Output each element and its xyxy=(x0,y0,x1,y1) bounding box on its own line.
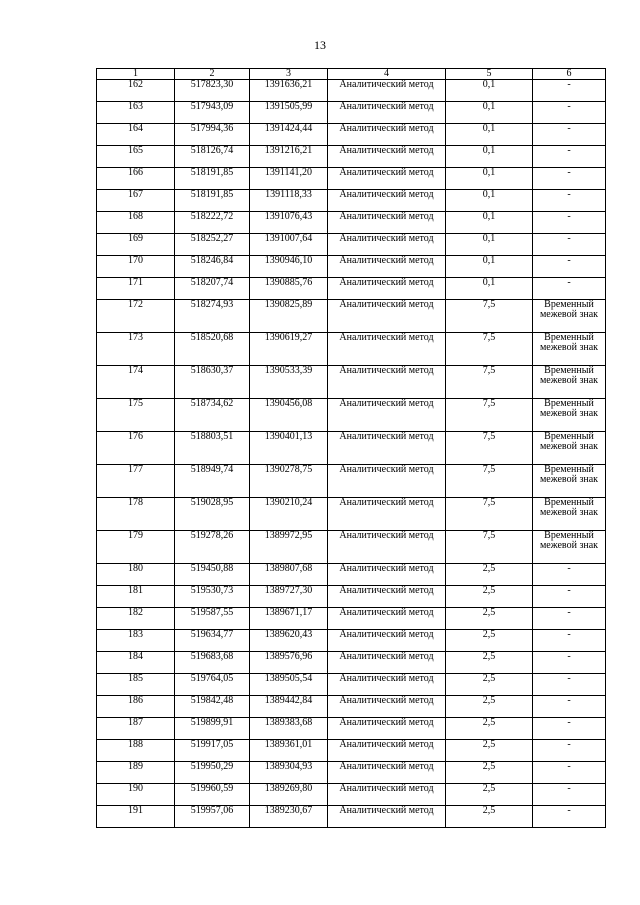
table-row xyxy=(97,80,606,102)
x-coordinate-cell: 519450,88 xyxy=(175,564,250,586)
point-number-cell: 163 xyxy=(97,102,175,124)
point-number-cell: 164 xyxy=(97,124,175,146)
accuracy-cell: 0,1 xyxy=(446,168,533,190)
table-body xyxy=(97,80,606,828)
column-header: 2 xyxy=(175,69,250,80)
point-number-cell: 185 xyxy=(97,674,175,696)
marker-cell: - xyxy=(533,256,606,278)
x-coordinate-cell: 519957,06 xyxy=(175,806,250,828)
method-cell: Аналитический метод xyxy=(328,531,446,564)
method-cell: Аналитический метод xyxy=(328,80,446,102)
column-header: 4 xyxy=(328,69,446,80)
method-cell: Аналитический метод xyxy=(328,696,446,718)
accuracy-cell: 0,1 xyxy=(446,278,533,300)
point-number-cell: 173 xyxy=(97,333,175,366)
method-cell: Аналитический метод xyxy=(328,256,446,278)
method-cell: Аналитический метод xyxy=(328,674,446,696)
marker-cell: - xyxy=(533,762,606,784)
point-number-cell: 178 xyxy=(97,498,175,531)
accuracy-cell: 7,5 xyxy=(446,366,533,399)
x-coordinate-cell: 519278,26 xyxy=(175,531,250,564)
marker-cell: Временный межевой знак xyxy=(533,366,606,399)
x-coordinate-cell: 518191,85 xyxy=(175,190,250,212)
x-coordinate-cell: 517943,09 xyxy=(175,102,250,124)
accuracy-cell: 7,5 xyxy=(446,531,533,564)
table-row xyxy=(97,531,606,564)
marker-cell: - xyxy=(533,146,606,168)
x-coordinate-cell: 518207,74 xyxy=(175,278,250,300)
marker-cell: - xyxy=(533,80,606,102)
point-number-cell: 182 xyxy=(97,608,175,630)
x-coordinate-cell: 518734,62 xyxy=(175,399,250,432)
table-row xyxy=(97,465,606,498)
point-number-cell: 188 xyxy=(97,740,175,762)
marker-cell: - xyxy=(533,168,606,190)
marker-cell: - xyxy=(533,234,606,256)
point-number-cell: 191 xyxy=(97,806,175,828)
point-number-cell: 181 xyxy=(97,586,175,608)
method-cell: Аналитический метод xyxy=(328,366,446,399)
table-header-row xyxy=(97,69,606,80)
y-coordinate-cell: 1390619,27 xyxy=(250,333,328,366)
point-number-cell: 183 xyxy=(97,630,175,652)
accuracy-cell: 0,1 xyxy=(446,124,533,146)
marker-cell: Временный межевой знак xyxy=(533,531,606,564)
point-number-cell: 179 xyxy=(97,531,175,564)
column-header: 5 xyxy=(446,69,533,80)
point-number-cell: 186 xyxy=(97,696,175,718)
column-header: 1 xyxy=(97,69,175,80)
table-row xyxy=(97,168,606,190)
y-coordinate-cell: 1391007,64 xyxy=(250,234,328,256)
marker-cell: - xyxy=(533,564,606,586)
table-row xyxy=(97,674,606,696)
accuracy-cell: 0,1 xyxy=(446,256,533,278)
method-cell: Аналитический метод xyxy=(328,212,446,234)
accuracy-cell: 2,5 xyxy=(446,674,533,696)
method-cell: Аналитический метод xyxy=(328,806,446,828)
x-coordinate-cell: 517994,36 xyxy=(175,124,250,146)
method-cell: Аналитический метод xyxy=(328,465,446,498)
method-cell: Аналитический метод xyxy=(328,190,446,212)
point-number-cell: 180 xyxy=(97,564,175,586)
marker-cell: - xyxy=(533,586,606,608)
accuracy-cell: 7,5 xyxy=(446,333,533,366)
marker-cell: Временный межевой знак xyxy=(533,432,606,465)
y-coordinate-cell: 1389361,01 xyxy=(250,740,328,762)
accuracy-cell: 2,5 xyxy=(446,696,533,718)
marker-cell: - xyxy=(533,212,606,234)
table-row xyxy=(97,146,606,168)
y-coordinate-cell: 1390210,24 xyxy=(250,498,328,531)
point-number-cell: 171 xyxy=(97,278,175,300)
y-coordinate-cell: 1389727,30 xyxy=(250,586,328,608)
method-cell: Аналитический метод xyxy=(328,234,446,256)
point-number-cell: 174 xyxy=(97,366,175,399)
accuracy-cell: 0,1 xyxy=(446,190,533,212)
method-cell: Аналитический метод xyxy=(328,278,446,300)
table-row xyxy=(97,498,606,531)
x-coordinate-cell: 518630,37 xyxy=(175,366,250,399)
y-coordinate-cell: 1390278,75 xyxy=(250,465,328,498)
accuracy-cell: 2,5 xyxy=(446,718,533,740)
accuracy-cell: 7,5 xyxy=(446,399,533,432)
column-header: 6 xyxy=(533,69,606,80)
method-cell: Аналитический метод xyxy=(328,718,446,740)
method-cell: Аналитический метод xyxy=(328,630,446,652)
y-coordinate-cell: 1391216,21 xyxy=(250,146,328,168)
table-row xyxy=(97,784,606,806)
method-cell: Аналитический метод xyxy=(328,564,446,586)
accuracy-cell: 0,1 xyxy=(446,234,533,256)
method-cell: Аналитический метод xyxy=(328,498,446,531)
table-row xyxy=(97,740,606,762)
accuracy-cell: 2,5 xyxy=(446,784,533,806)
table-row xyxy=(97,432,606,465)
y-coordinate-cell: 1389383,68 xyxy=(250,718,328,740)
accuracy-cell: 7,5 xyxy=(446,432,533,465)
point-number-cell: 177 xyxy=(97,465,175,498)
point-number-cell: 166 xyxy=(97,168,175,190)
accuracy-cell: 0,1 xyxy=(446,80,533,102)
point-number-cell: 169 xyxy=(97,234,175,256)
x-coordinate-cell: 519634,77 xyxy=(175,630,250,652)
y-coordinate-cell: 1391424,44 xyxy=(250,124,328,146)
marker-cell: - xyxy=(533,718,606,740)
table-row xyxy=(97,608,606,630)
table-row xyxy=(97,586,606,608)
y-coordinate-cell: 1391076,43 xyxy=(250,212,328,234)
table-row xyxy=(97,333,606,366)
method-cell: Аналитический метод xyxy=(328,102,446,124)
marker-cell: - xyxy=(533,806,606,828)
accuracy-cell: 0,1 xyxy=(446,146,533,168)
method-cell: Аналитический метод xyxy=(328,652,446,674)
marker-cell: Временный межевой знак xyxy=(533,300,606,333)
x-coordinate-cell: 519683,68 xyxy=(175,652,250,674)
table-row xyxy=(97,234,606,256)
column-header: 3 xyxy=(250,69,328,80)
table-row xyxy=(97,652,606,674)
y-coordinate-cell: 1390946,10 xyxy=(250,256,328,278)
x-coordinate-cell: 518949,74 xyxy=(175,465,250,498)
x-coordinate-cell: 519842,48 xyxy=(175,696,250,718)
table-row xyxy=(97,630,606,652)
method-cell: Аналитический метод xyxy=(328,762,446,784)
marker-cell: - xyxy=(533,740,606,762)
accuracy-cell: 2,5 xyxy=(446,608,533,630)
point-number-cell: 162 xyxy=(97,80,175,102)
marker-cell: Временный межевой знак xyxy=(533,498,606,531)
x-coordinate-cell: 519028,95 xyxy=(175,498,250,531)
table-row xyxy=(97,718,606,740)
y-coordinate-cell: 1389972,95 xyxy=(250,531,328,564)
table-row xyxy=(97,212,606,234)
y-coordinate-cell: 1390401,13 xyxy=(250,432,328,465)
y-coordinate-cell: 1389620,43 xyxy=(250,630,328,652)
point-number-cell: 190 xyxy=(97,784,175,806)
accuracy-cell: 2,5 xyxy=(446,652,533,674)
method-cell: Аналитический метод xyxy=(328,784,446,806)
y-coordinate-cell: 1389576,96 xyxy=(250,652,328,674)
table-row xyxy=(97,278,606,300)
marker-cell: Временный межевой знак xyxy=(533,399,606,432)
x-coordinate-cell: 519530,73 xyxy=(175,586,250,608)
x-coordinate-cell: 518126,74 xyxy=(175,146,250,168)
accuracy-cell: 7,5 xyxy=(446,465,533,498)
x-coordinate-cell: 518191,85 xyxy=(175,168,250,190)
marker-cell: - xyxy=(533,630,606,652)
table-row xyxy=(97,564,606,586)
method-cell: Аналитический метод xyxy=(328,168,446,190)
method-cell: Аналитический метод xyxy=(328,432,446,465)
marker-cell: - xyxy=(533,608,606,630)
accuracy-cell: 2,5 xyxy=(446,564,533,586)
x-coordinate-cell: 518803,51 xyxy=(175,432,250,465)
y-coordinate-cell: 1390533,39 xyxy=(250,366,328,399)
x-coordinate-cell: 519764,05 xyxy=(175,674,250,696)
table-row xyxy=(97,762,606,784)
marker-cell: - xyxy=(533,696,606,718)
y-coordinate-cell: 1391636,21 xyxy=(250,80,328,102)
x-coordinate-cell: 519587,55 xyxy=(175,608,250,630)
x-coordinate-cell: 517823,30 xyxy=(175,80,250,102)
x-coordinate-cell: 518274,93 xyxy=(175,300,250,333)
marker-cell: - xyxy=(533,652,606,674)
coordinates-table xyxy=(96,68,606,828)
x-coordinate-cell: 518252,27 xyxy=(175,234,250,256)
accuracy-cell: 0,1 xyxy=(446,212,533,234)
table-row xyxy=(97,399,606,432)
table-row xyxy=(97,366,606,399)
accuracy-cell: 2,5 xyxy=(446,586,533,608)
marker-cell: Временный межевой знак xyxy=(533,333,606,366)
y-coordinate-cell: 1389671,17 xyxy=(250,608,328,630)
table-row xyxy=(97,806,606,828)
accuracy-cell: 2,5 xyxy=(446,740,533,762)
accuracy-cell: 2,5 xyxy=(446,806,533,828)
marker-cell: - xyxy=(533,278,606,300)
method-cell: Аналитический метод xyxy=(328,146,446,168)
point-number-cell: 187 xyxy=(97,718,175,740)
method-cell: Аналитический метод xyxy=(328,300,446,333)
point-number-cell: 167 xyxy=(97,190,175,212)
point-number-cell: 170 xyxy=(97,256,175,278)
accuracy-cell: 2,5 xyxy=(446,630,533,652)
y-coordinate-cell: 1389807,68 xyxy=(250,564,328,586)
accuracy-cell: 0,1 xyxy=(446,102,533,124)
y-coordinate-cell: 1391505,99 xyxy=(250,102,328,124)
table-row xyxy=(97,256,606,278)
method-cell: Аналитический метод xyxy=(328,333,446,366)
x-coordinate-cell: 518520,68 xyxy=(175,333,250,366)
method-cell: Аналитический метод xyxy=(328,124,446,146)
x-coordinate-cell: 519917,05 xyxy=(175,740,250,762)
point-number-cell: 189 xyxy=(97,762,175,784)
x-coordinate-cell: 519950,29 xyxy=(175,762,250,784)
y-coordinate-cell: 1390456,08 xyxy=(250,399,328,432)
table-row xyxy=(97,300,606,333)
accuracy-cell: 2,5 xyxy=(446,762,533,784)
y-coordinate-cell: 1389505,54 xyxy=(250,674,328,696)
point-number-cell: 165 xyxy=(97,146,175,168)
y-coordinate-cell: 1389304,93 xyxy=(250,762,328,784)
x-coordinate-cell: 519960,59 xyxy=(175,784,250,806)
point-number-cell: 184 xyxy=(97,652,175,674)
marker-cell: - xyxy=(533,124,606,146)
page-number: 13 xyxy=(314,38,326,52)
y-coordinate-cell: 1391118,33 xyxy=(250,190,328,212)
x-coordinate-cell: 518222,72 xyxy=(175,212,250,234)
marker-cell: - xyxy=(533,102,606,124)
marker-cell: - xyxy=(533,784,606,806)
x-coordinate-cell: 518246,84 xyxy=(175,256,250,278)
accuracy-cell: 7,5 xyxy=(446,300,533,333)
method-cell: Аналитический метод xyxy=(328,608,446,630)
table-row xyxy=(97,124,606,146)
y-coordinate-cell: 1390885,76 xyxy=(250,278,328,300)
y-coordinate-cell: 1390825,89 xyxy=(250,300,328,333)
point-number-cell: 168 xyxy=(97,212,175,234)
table-row xyxy=(97,190,606,212)
y-coordinate-cell: 1389230,67 xyxy=(250,806,328,828)
method-cell: Аналитический метод xyxy=(328,740,446,762)
accuracy-cell: 7,5 xyxy=(446,498,533,531)
point-number-cell: 175 xyxy=(97,399,175,432)
x-coordinate-cell: 519899,91 xyxy=(175,718,250,740)
y-coordinate-cell: 1389442,84 xyxy=(250,696,328,718)
table-row xyxy=(97,696,606,718)
y-coordinate-cell: 1391141,20 xyxy=(250,168,328,190)
marker-cell: - xyxy=(533,190,606,212)
table-row xyxy=(97,102,606,124)
point-number-cell: 172 xyxy=(97,300,175,333)
method-cell: Аналитический метод xyxy=(328,399,446,432)
method-cell: Аналитический метод xyxy=(328,586,446,608)
marker-cell: - xyxy=(533,674,606,696)
marker-cell: Временный межевой знак xyxy=(533,465,606,498)
point-number-cell: 176 xyxy=(97,432,175,465)
y-coordinate-cell: 1389269,80 xyxy=(250,784,328,806)
